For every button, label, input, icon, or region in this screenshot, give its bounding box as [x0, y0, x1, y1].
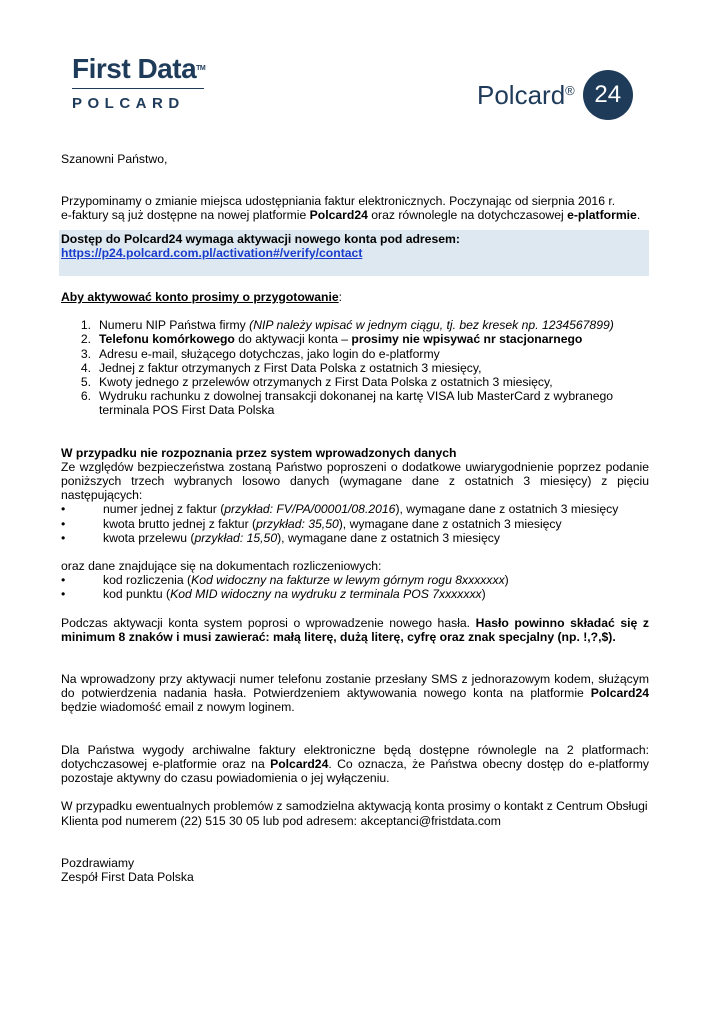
logo-divider: [72, 88, 204, 89]
archive-paragraph: Dla Państwa wygody archiwalne faktury elektroniczne będą dostępne równolegle na 2 platformach: dotychczasowej e-platformie oraz na Polcard24. Co oznacza, że Państwa obecny dostęp do e-platformy pozostaje aktywny do czasu powiadomienia o jej wyłączeniu.: [61, 742, 649, 786]
intro-paragraph: Przypominamy o zmianie miejsca udostępniania faktur elektronicznych. Poczynając od sierpnia 2016 r. e-faktury są już dostępne na nowej platformie Polcard24 oraz równolegle na dotychczasowej e-platformie.: [61, 194, 641, 223]
closing-greeting: Pozdrawiamy: [61, 855, 135, 870]
docs-list-item: • kod rozliczenia (Kod widoczny na fakturze w lewym górnym rogu 8xxxxxxx): [61, 573, 509, 588]
sms-paragraph: Na wprowadzony przy aktywacji numer telefonu zostanie przesłany SMS z jednorazowym kodem, służącym do potwierdzenia nadania hasła. Potwierdzeniem aktywowania nowego konta na platformie Polcard24 będzie wiadomość email z nowym loginem.: [61, 672, 649, 715]
activation-link[interactable]: https://p24.polcard.com.pl/activation#/verify/contact: [61, 245, 363, 260]
first-data-wordmark: First DataTM: [72, 53, 206, 84]
prep-list-item: 3. Adresu e-mail, służącego dotychczas, jako login do e-platformy: [80, 346, 440, 361]
docs-intro: oraz dane znajdujące się na dokumentach rozliczeniowych:: [61, 559, 382, 574]
access-heading: Dostęp do Polcard24 wymaga aktywacji nowego konta pod adresem:: [61, 231, 460, 246]
letter-body: [61, 152, 649, 884]
prep-list-item: 6. Wydruku rachunku z dowolnej transakcji dokonanej na kartę VISA lub MasterCard z wybranego terminala POS First Data Polska: [80, 389, 614, 418]
polcard24-wordmark: Polcard®: [477, 80, 575, 110]
polcard-subtitle: POLCARD: [72, 95, 185, 112]
verify-list-item: • numer jednej z faktur (przykład: FV/PA/00001/08.2016), wymagane dane z ostatnich 3 miesięcy: [61, 502, 619, 517]
prep-list-item: 1. Numeru NIP Państwa firmy (NIP należy wpisać w jednym ciągu, tj. bez kresek np. 1234567899): [80, 318, 614, 333]
bullet-icon: •: [61, 530, 66, 545]
verify-list: [61, 502, 649, 545]
polcard24-logo: [477, 69, 633, 121]
prep-list-item: 5. Kwoty jednego z przelewów otrzymanych z First Data Polska z ostatnich 3 miesięcy,: [80, 375, 553, 390]
verify-heading: W przypadku nie rozpoznania przez system wprowadzonych danych: [61, 445, 457, 460]
verify-list-item: • kwota przelewu (przykład: 15,50), wymagane dane z ostatnich 3 miesięcy: [61, 530, 500, 545]
bullet-icon: •: [61, 502, 66, 517]
first-data-polcard-logo: [72, 54, 217, 113]
docs-list-item: • kod punktu (Kod MID widoczny na wydruku z terminala POS 7xxxxxxx): [61, 587, 486, 602]
signature: Zespół First Data Polska: [61, 869, 194, 884]
bullet-icon: •: [61, 587, 66, 602]
verify-list-item: • kwota brutto jednej z faktur (przykład: 35,50), wymagane dane z ostatnich 3 miesięcy: [61, 516, 562, 531]
greeting: Szanowni Państwo,: [61, 152, 168, 166]
contact-paragraph: W przypadku ewentualnych problemów z samodzielna aktywacją konta prosimy o kontakt z Centrum Obsługi Klienta pod numerem (22) 515 30 05 lub pod adresem: akceptanci@fristdata.com: [61, 799, 648, 828]
password-paragraph: Podczas aktywacji konta system poprosi o wprowadzenie nowego hasła. Hasło powinno składać się z minimum 8 znaków i musi zawierać: małą literę, dużą literę, cyfrę oraz znak specjalny (np. !,?,$).: [61, 615, 649, 644]
bullet-icon: •: [61, 516, 66, 531]
docs-list: [61, 573, 649, 601]
activation-box: [59, 230, 649, 276]
prep-list-item: 4. Jednej z faktur otrzymanych z First Data Polska z ostatnich 3 miesięcy,: [80, 360, 482, 375]
prep-list-item: 2. Telefonu komórkowego do aktywacji konta – prosimy nie wpisywać nr stacjonarnego: [80, 332, 583, 347]
verify-text: Ze względów bezpieczeństwa zostaną Państwo poproszeni o dodatkowe uwiarygodnienie poprzez podanie poniższych trzech wybranych losowo danych (wymagane dane z ostatnich 3 miesięcy) z pięciu następujących:: [61, 459, 649, 503]
prep-list: [61, 318, 649, 417]
polcard24-badge: 24: [583, 70, 633, 120]
prep-heading: Aby aktywować konto prosimy o przygotowanie:: [61, 290, 343, 305]
bullet-icon: •: [61, 573, 66, 588]
